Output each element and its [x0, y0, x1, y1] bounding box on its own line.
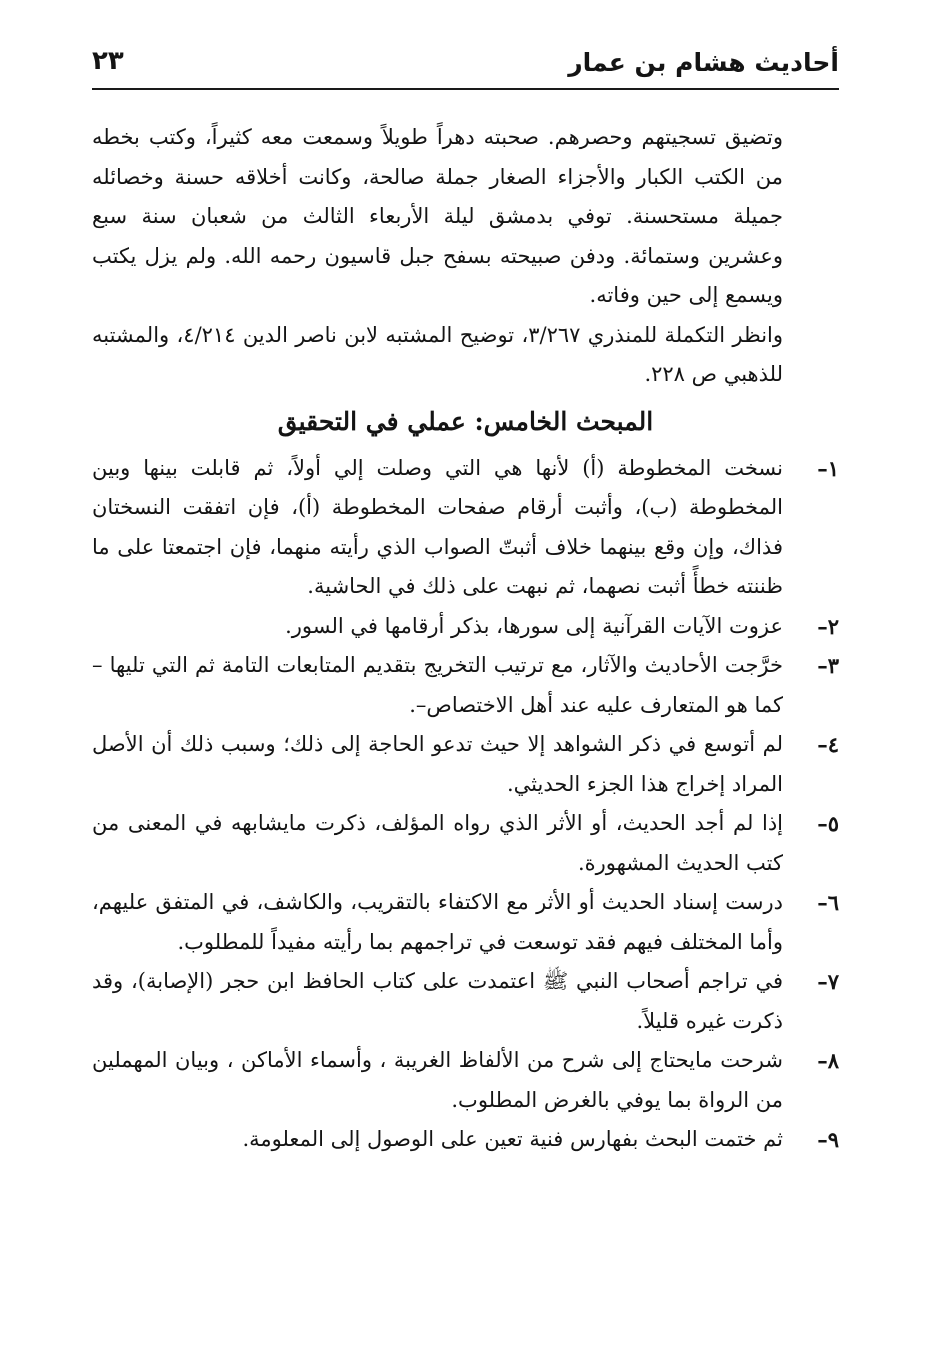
header-divider	[92, 88, 839, 90]
list-item-number: ٩–	[817, 1127, 839, 1152]
section-heading: المبحث الخامس: عملي في التحقيق	[277, 406, 654, 436]
list-item	[92, 962, 839, 1041]
list-item-text: إذا لم أجد الحديث، أو الأثر الذي رواه المؤلف، ذكرت مايشابهه في المعنى من كتب الحديث المشهورة.	[92, 811, 783, 875]
list-item-number: ٦–	[817, 890, 839, 915]
list-item-number: ٨–	[817, 1048, 839, 1073]
list-item-number: ١–	[817, 455, 839, 481]
list-item	[92, 725, 839, 804]
list-item-text: عزوت الآيات القرآنية إلى سورها، بذكر أرقامها في السور.	[285, 613, 783, 638]
list-item-number: ٧–	[817, 969, 839, 994]
list-item-number: ٣–	[817, 653, 839, 678]
list-item	[92, 607, 839, 647]
list-item	[92, 1120, 839, 1160]
list-item-text: نسخت المخطوطة (أ) لأنها هي التي وصلت إلي أولاً، ثم قابلت بينها وبين المخطوطة (ب)، وأثبت أرقام صفحات المخطوطة (أ)، فإن اتفقت النسختان فذاك، وإن وقع بينهما خلاف أثبتّ الصواب الذي رأيته منهما، فإن اجتمعتا على ما ظننته خطأً أثبت نصهما، ثم نبهت على ذلك في الحاشية.	[92, 455, 783, 598]
page-body	[92, 118, 839, 1160]
page-header	[92, 40, 839, 86]
running-title: أحاديث هشام بن عمار	[568, 48, 839, 77]
list-item-number: ٤–	[817, 732, 839, 757]
list-item	[92, 804, 839, 883]
methodology-list	[92, 449, 839, 1160]
list-item-number: ٥–	[817, 811, 839, 836]
list-item	[92, 449, 839, 607]
list-item-text: شرحت مايحتاج إلى شرح من الألفاظ الغريبة ، وأسماء الأماكن ، وبيان المهملين من الرواة بما يوفي بالغرض المطلوب.	[92, 1048, 783, 1112]
list-item	[92, 646, 839, 725]
list-item	[92, 883, 839, 962]
list-item-text: ثم ختمت البحث بفهارس فنية تعين على الوصول إلى المعلومة.	[242, 1127, 783, 1151]
list-item-text: في تراجم أصحاب النبي ﷺ اعتمدت على كتاب الحافظ ابن حجر (الإصابة)، وقد ذكرت غيره قليلاً.	[92, 969, 783, 1033]
page-number: ٢٣	[92, 46, 124, 76]
list-item-text: درست إسناد الحديث أو الأثر مع الاكتفاء بالتقريب، والكاشف، في المتفق عليهم، وأما المختلف فيهم فقد توسعت في تراجمهم بما رأيته مفيداً للمطلوب.	[92, 890, 783, 954]
reference-paragraph: وانظر التكملة للمنذري ٣/٢٦٧، توضيح المشتبه لابن ناصر الدين ٤/٢١٤، والمشتبه للذهبي ص ٢٢٨.	[92, 322, 784, 386]
list-item-text: خرَّجت الأحاديث والآثار، مع ترتيب التخريج بتقديم المتابعات التامة ثم التي تليها –كما هو المتعارف عليه عند أهل الاختصاص–.	[92, 653, 783, 717]
intro-paragraph: وتضيق تسجيتهم وحصرهم. صحبته دهراً طويلاً وسمعت معه كثيراً، وكتب بخطه من الكتب الكبار والأجزاء الصغار جملة صالحة، وكانت أخلاقه حسنة وخصائله جميلة مستحسنة. توفي بدمشق ليلة الأربعاء الثالث من شعبان سنة سبع وعشرين وستمائة. ودفن صبيحته بسفح جبل قاسيون رحمه الله. ولم يزل يكتب ويسمع إلى حين وفاته.	[92, 125, 783, 307]
list-item-number: ٢–	[817, 613, 839, 639]
list-item-text: لم أتوسع في ذكر الشواهد إلا حيث تدعو الحاجة إلى ذلك؛ وسبب ذلك أن الأصل المراد إخراج هذا الجزء الحديثي.	[92, 732, 783, 796]
list-item	[92, 1041, 839, 1120]
